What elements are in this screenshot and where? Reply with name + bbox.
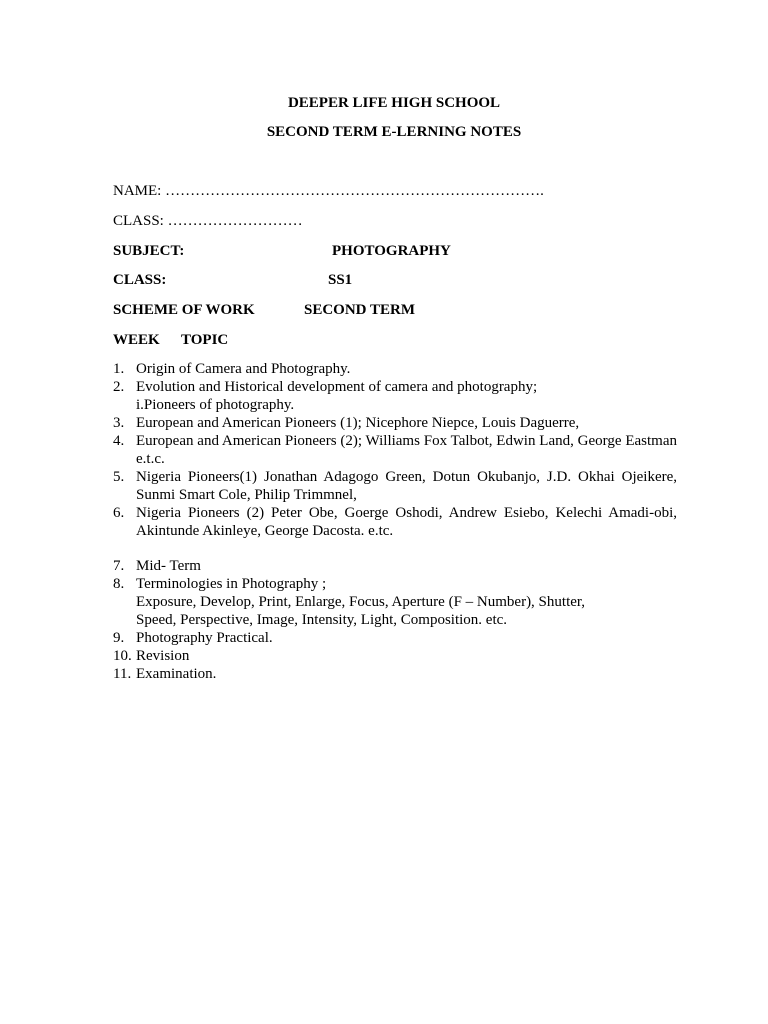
list-item-text: Photography Practical.	[136, 630, 273, 646]
name-field: NAME: ………………………………………………………………….	[113, 183, 544, 199]
list-item-text: Origin of Camera and Photography.	[136, 361, 351, 377]
list-item-text: European and American Pioneers (1); Nicephore Niepce, Louis Daguerre,	[136, 415, 580, 431]
list-item-number: 5.	[113, 469, 125, 485]
list-item	[113, 432, 677, 468]
list-item-subtext: i.Pioneers of photography.	[136, 397, 295, 413]
class-field: CLASS: ………………………	[113, 213, 303, 229]
school-name: DEEPER LIFE HIGH SCHOOL	[287, 95, 501, 111]
class-value: SS1	[328, 272, 353, 288]
list-item-text: Evolution and Historical development of camera and photography;	[136, 379, 538, 395]
list-item	[113, 665, 677, 683]
subject-value: PHOTOGRAPHY	[332, 243, 451, 259]
list-item-text: European and American Pioneers (2); Williams Fox Talbot, Edwin Land, George Eastman e.t.c.	[136, 433, 677, 467]
list-item-text: Examination.	[136, 666, 217, 682]
notes-title: SECOND TERM E-LERNING NOTES	[266, 124, 522, 140]
list-item-number: 2.	[113, 379, 125, 395]
list-item	[113, 468, 677, 504]
week-label: WEEK	[113, 332, 160, 348]
list-item	[113, 378, 677, 414]
class-label: CLASS:	[113, 272, 167, 288]
list-item-number: 10.	[113, 648, 132, 664]
list-item-number: 8.	[113, 576, 125, 592]
list-item-number: 9.	[113, 630, 125, 646]
list-item-text: Mid- Term	[136, 558, 201, 574]
list-item	[113, 557, 677, 575]
scheme-value: SECOND TERM	[304, 302, 415, 318]
topic-label: TOPIC	[181, 332, 229, 348]
scheme-label: SCHEME OF WORK	[113, 302, 255, 318]
list-item	[113, 504, 677, 540]
list-item	[113, 360, 677, 378]
list-item-number: 4.	[113, 433, 125, 449]
week-topic-header	[113, 331, 229, 349]
list-item-text: Nigeria Pioneers (2) Peter Obe, Goerge Oshodi, Andrew Esiebo, Kelechi Amadi-obi, Akintunde Akinleye, George Dacosta. e.tc.	[136, 505, 677, 539]
list-item-number: 1.	[113, 361, 125, 377]
list-item	[113, 414, 677, 432]
list-item	[113, 575, 677, 629]
subject-row	[113, 242, 451, 260]
list-item-number: 3.	[113, 415, 125, 431]
list-item-text: Terminologies in Photography ;	[136, 576, 327, 592]
list-item	[113, 629, 677, 647]
list-item	[113, 647, 677, 665]
list-item-subtext: Exposure, Develop, Print, Enlarge, Focus, Aperture (F – Number), Shutter,	[136, 594, 586, 610]
list-item-number: 6.	[113, 505, 125, 521]
topic-list	[113, 360, 677, 683]
subject-label: SUBJECT:	[113, 243, 185, 259]
list-item-text: Revision	[136, 648, 190, 664]
list-item-text: Nigeria Pioneers(1) Jonathan Adagogo Green, Dotun Okubanjo, J.D. Okhai Ojeikere, Sunmi Smart Cole, Philip Trimmnel,	[136, 469, 677, 503]
list-item-subtext: Speed, Perspective, Image, Intensity, Light, Composition. etc.	[136, 612, 508, 628]
list-item-number: 11.	[113, 666, 132, 682]
scheme-row	[113, 301, 415, 319]
list-item-number: 7.	[113, 558, 125, 574]
class-row	[113, 271, 353, 289]
